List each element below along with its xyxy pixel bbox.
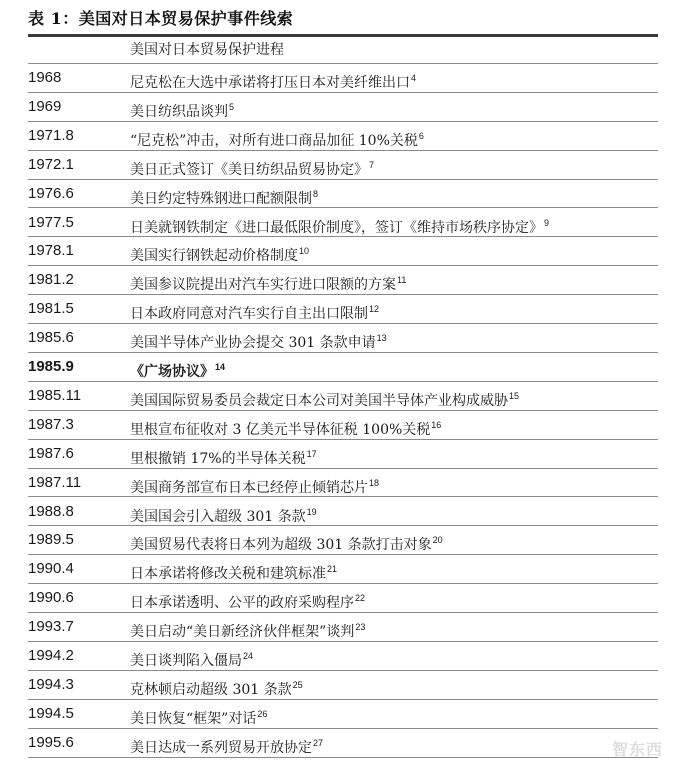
row-date: 1994.2 bbox=[28, 647, 74, 664]
table-row bbox=[28, 122, 658, 151]
row-footnote-ref: 11 bbox=[397, 275, 407, 286]
table-row bbox=[28, 266, 658, 295]
row-event-text: 日本政府同意对汽车实行自主出口限制 bbox=[130, 306, 368, 323]
row-date: 1981.5 bbox=[28, 300, 74, 318]
row-date: 1987.6 bbox=[28, 444, 74, 462]
table-row bbox=[28, 469, 658, 498]
table-title: 表 1：美国对日本贸易保护事件线索 bbox=[28, 9, 294, 28]
row-date: 1981.2 bbox=[28, 271, 74, 289]
table-row bbox=[28, 64, 658, 93]
row-event-text: 日美就钢铁制定《进口最低限价制度》，签订《维持市场秩序协定》 bbox=[130, 219, 543, 236]
row-date: 1987.3 bbox=[28, 415, 74, 433]
row-date: 1977.5 bbox=[28, 213, 74, 231]
row-event-text: 美国实行钢铁起动价格制度 bbox=[130, 248, 298, 265]
row-event-text: 美国贸易代表将日本列为超级 301 条款打击对象 bbox=[130, 537, 432, 554]
row-date: 1988.8 bbox=[28, 502, 74, 520]
header-label: 美国对日本贸易保护进程 bbox=[130, 42, 284, 58]
row-date: 1985.6 bbox=[28, 329, 74, 347]
row-event-text: 美日正式签订《美日纺织品贸易协定》 bbox=[130, 161, 368, 178]
row-date: 1990.4 bbox=[28, 560, 74, 578]
row-footnote-ref: 22 bbox=[355, 593, 366, 604]
row-date: 1989.5 bbox=[28, 531, 74, 549]
row-date: 1987.11 bbox=[28, 473, 82, 491]
table-row bbox=[28, 440, 658, 469]
row-event-text: 美日约定特殊钢进口配额限制 bbox=[130, 190, 312, 207]
row-footnote-ref: 13 bbox=[376, 333, 387, 344]
row-footnote-ref: 21 bbox=[327, 564, 338, 575]
row-event-text: 美国参议院提出对汽车实行进口限额的方案 bbox=[130, 277, 396, 294]
row-date: 1994.3 bbox=[28, 675, 74, 693]
table-row bbox=[28, 209, 658, 238]
table-row bbox=[28, 353, 658, 382]
row-date: 1976.6 bbox=[28, 184, 74, 202]
table-row bbox=[28, 295, 658, 324]
table-row bbox=[28, 411, 658, 440]
row-date: 1994.5 bbox=[28, 704, 74, 722]
row-footnote-ref: 15 bbox=[509, 390, 520, 401]
row-event-text: 美日达成一系列贸易开放协定 bbox=[130, 739, 312, 756]
watermark-logo: 智东西 bbox=[611, 740, 663, 759]
row-event-text: 日本承诺透明、公平的政府采购程序 bbox=[130, 595, 354, 612]
row-footnote-ref: 16 bbox=[431, 419, 442, 430]
row-date: 1969 bbox=[28, 97, 62, 115]
row-footnote-ref: 9 bbox=[544, 217, 550, 228]
row-event-text: 《广场协议》 bbox=[130, 364, 214, 380]
table-row bbox=[28, 671, 658, 700]
table-row bbox=[28, 584, 658, 613]
row-footnote-ref: 18 bbox=[369, 477, 380, 488]
table-row bbox=[28, 382, 658, 411]
table-row bbox=[28, 324, 658, 353]
table-row bbox=[28, 237, 658, 266]
row-date: 1972.1 bbox=[28, 155, 74, 173]
row-footnote-ref: 5 bbox=[229, 101, 235, 112]
table-row bbox=[28, 93, 658, 122]
row-footnote-ref: 12 bbox=[369, 304, 380, 315]
row-footnote-ref: 27 bbox=[313, 737, 324, 748]
row-event-text: 克林顿启动超级 301 条款 bbox=[130, 681, 292, 698]
table-row bbox=[28, 642, 658, 671]
row-footnote-ref: 6 bbox=[418, 130, 424, 141]
row-event-text: 美日启动“美日新经济伙伴框架”谈判 bbox=[130, 624, 355, 641]
row-date: 1971.8 bbox=[28, 126, 74, 144]
row-event-text: 尼克松在大选中承诺将打压日本对美纤维出口 bbox=[130, 75, 410, 91]
table-row bbox=[28, 151, 658, 180]
row-event bbox=[130, 729, 323, 762]
table-row bbox=[28, 498, 658, 527]
table-row bbox=[28, 555, 658, 584]
row-footnote-ref: 7 bbox=[369, 159, 375, 170]
row-date: 1968 bbox=[28, 69, 62, 86]
row-footnote-ref: 10 bbox=[299, 246, 310, 257]
row-footnote-ref: 17 bbox=[306, 448, 317, 459]
table-row bbox=[28, 180, 658, 209]
row-footnote-ref: 14 bbox=[215, 362, 226, 372]
table-row bbox=[28, 700, 658, 729]
row-footnote-ref: 25 bbox=[292, 679, 303, 690]
table-row bbox=[28, 526, 658, 555]
row-event-text: “尼克松”冲击，对所有进口商品加征 10%关税 bbox=[130, 132, 418, 149]
row-event-text: 里根宣布征收对 3 亿美元半导体征税 100%关税 bbox=[130, 421, 431, 438]
row-date: 1995.6 bbox=[28, 733, 74, 751]
row-event-text: 美国国会引入超级 301 条款 bbox=[130, 508, 306, 525]
row-event-text: 日本承诺将修改关税和建筑标准 bbox=[130, 566, 326, 583]
row-date: 1985.9 bbox=[28, 358, 74, 375]
row-event-text: 美日谈判陷入僵局 bbox=[130, 653, 242, 669]
row-footnote-ref: 4 bbox=[411, 73, 417, 83]
table-header-row bbox=[28, 37, 658, 64]
row-footnote-ref: 26 bbox=[257, 708, 268, 719]
row-event-text: 美日恢复“框架”对话 bbox=[130, 710, 257, 727]
table-row bbox=[28, 613, 658, 642]
row-footnote-ref: 24 bbox=[243, 651, 254, 661]
row-event-text: 美国商务部宣布日本已经停止倾销芯片 bbox=[130, 479, 368, 496]
row-footnote-ref: 8 bbox=[313, 188, 319, 199]
row-footnote-ref: 23 bbox=[355, 622, 366, 633]
row-event-text: 里根撤销 17%的半导体关税 bbox=[130, 450, 306, 467]
row-event-text: 美国半导体产业协会提交 301 条款申请 bbox=[130, 335, 376, 352]
row-date: 1993.7 bbox=[28, 618, 74, 636]
row-footnote-ref: 19 bbox=[306, 506, 317, 517]
row-date: 1985.11 bbox=[28, 386, 82, 404]
row-event-text: 美日纺织品谈判 bbox=[130, 103, 228, 120]
row-date: 1978.1 bbox=[28, 242, 74, 260]
row-event-text: 美国国际贸易委员会裁定日本公司对美国半导体产业构成威胁 bbox=[130, 392, 508, 409]
row-date: 1990.6 bbox=[28, 589, 74, 607]
row-footnote-ref: 20 bbox=[432, 535, 443, 546]
table-row bbox=[28, 729, 658, 758]
